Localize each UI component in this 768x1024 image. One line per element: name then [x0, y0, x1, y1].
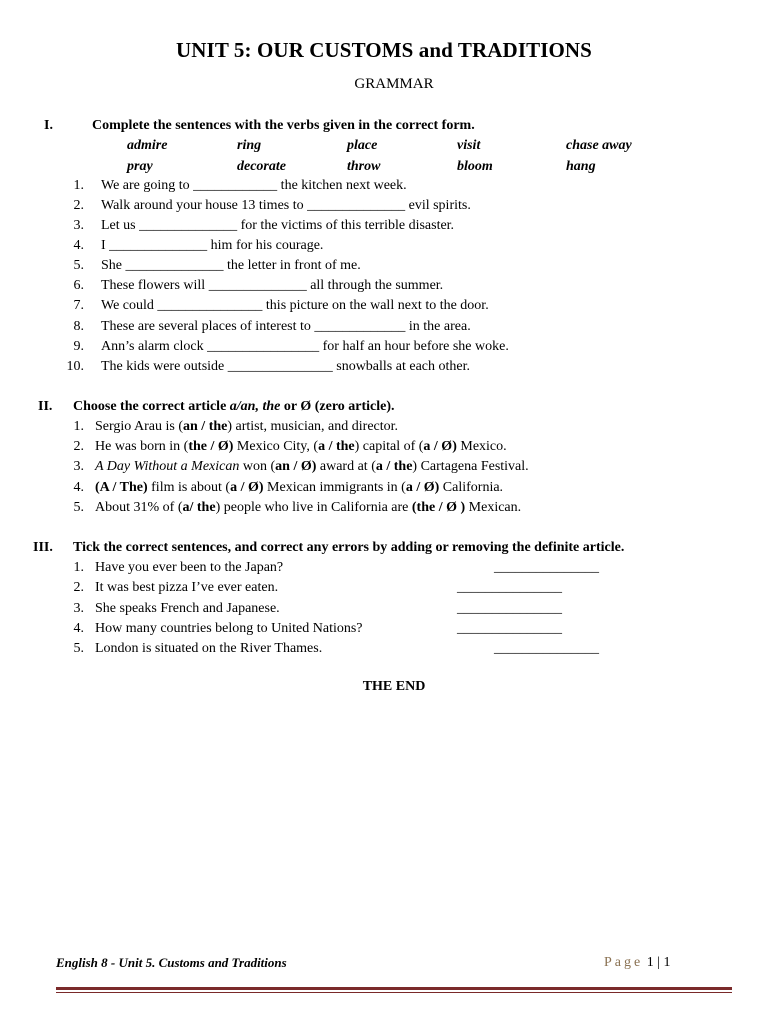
- list-item: He was born in (the / Ø) Mexico City, (a / the) capital of (a / Ø) Mexico.: [95, 439, 507, 454]
- list-item: Let us ______________ for the victims of this terrible disaster.: [101, 218, 455, 233]
- verb-ring: ring: [237, 138, 262, 153]
- item-number: 1.: [73, 560, 84, 575]
- list-item: She speaks French and Japanese.: [95, 601, 280, 616]
- item-number: 5.: [73, 258, 84, 273]
- item-number: 2.: [73, 439, 84, 454]
- list-item: She ______________ the letter in front of me.: [101, 258, 361, 273]
- answer-line: _______________: [457, 601, 562, 616]
- answer-line: _______________: [457, 621, 562, 636]
- footer-course-title: English 8 - Unit 5. Customs and Traditions: [56, 955, 287, 970]
- list-item: These flowers will ______________ all through the summer.: [101, 278, 444, 293]
- page-count: 1 | 1: [646, 955, 671, 970]
- list-item: Ann’s alarm clock ________________ for half an hour before she woke.: [101, 339, 509, 354]
- item-number: 5.: [73, 500, 84, 515]
- list-item: A Day Without a Mexican won (an / Ø) award at (a / the) Cartagena Festival.: [95, 459, 529, 474]
- list-item: About 31% of (a/ the) people who live in California are (the / Ø ) Mexican.: [95, 500, 522, 515]
- footer-page-number: [604, 955, 671, 971]
- page-title: UNIT 5: OUR CUSTOMS and TRADITIONS: [176, 38, 592, 62]
- list-item: These are several places of interest to _____________ in the area.: [101, 319, 471, 334]
- item-number: 1.: [73, 178, 84, 193]
- list-item: We could _______________ this picture on the wall next to the door.: [101, 298, 489, 313]
- item-number: 4.: [73, 238, 84, 253]
- end-marker: THE END: [362, 679, 426, 694]
- list-item: Walk around your house 13 times to ______________ evil spirits.: [101, 198, 471, 213]
- list-item: London is situated on the River Thames.: [95, 641, 323, 656]
- list-item: The kids were outside _______________ snowballs at each other.: [101, 359, 470, 374]
- item-number: 6.: [73, 278, 84, 293]
- item-number: 9.: [73, 339, 84, 354]
- item-number: 4.: [73, 621, 84, 636]
- section-1-instruction: Complete the sentences with the verbs given in the correct form.: [92, 118, 475, 133]
- verb-bloom: bloom: [457, 159, 493, 174]
- verb-throw: throw: [347, 159, 381, 174]
- page-subtitle: GRAMMAR: [354, 76, 434, 92]
- footer-rule-thick: [56, 987, 732, 990]
- verb-pray: pray: [127, 159, 153, 174]
- footer-rule-thin: [56, 992, 732, 993]
- list-item: Sergio Arau is (an / the) artist, musician, and director.: [95, 419, 399, 434]
- item-number: 10.: [66, 359, 84, 374]
- item-number: 3.: [73, 218, 84, 233]
- list-item: We are going to ____________ the kitchen next week.: [101, 178, 407, 193]
- item-number: 5.: [73, 641, 84, 656]
- list-item: It was best pizza I’ve ever eaten.: [95, 580, 279, 595]
- item-number: 3.: [73, 459, 84, 474]
- item-number: 1.: [73, 419, 84, 434]
- verb-chase-away: chase away: [566, 138, 632, 153]
- item-number: 2.: [73, 580, 84, 595]
- answer-line: _______________: [494, 641, 599, 656]
- item-number: 3.: [73, 601, 84, 616]
- item-number: 4.: [73, 480, 84, 495]
- list-item: (A / The) film is about (a / Ø) Mexican immigrants in (a / Ø) California.: [95, 480, 504, 495]
- verb-place: place: [347, 138, 378, 153]
- section-3-number: III.: [33, 540, 53, 555]
- list-item: Have you ever been to the Japan?: [95, 560, 284, 575]
- list-item: I ______________ him for his courage.: [101, 238, 324, 253]
- section-2-number: II.: [38, 399, 53, 414]
- verb-visit: visit: [457, 138, 481, 153]
- answer-line: _______________: [457, 580, 562, 595]
- page-label: Page: [604, 955, 644, 970]
- section-3-instruction: Tick the correct sentences, and correct any errors by adding or removing the definite article.: [73, 540, 625, 555]
- section-1-number: I.: [44, 118, 53, 133]
- answer-line: _______________: [494, 560, 599, 575]
- verb-hang: hang: [566, 159, 596, 174]
- list-item: How many countries belong to United Nations?: [95, 621, 363, 636]
- section-2-instruction: Choose the correct article a/an, the or Ø (zero article).: [73, 399, 395, 414]
- item-number: 7.: [73, 298, 84, 313]
- item-number: 2.: [73, 198, 84, 213]
- item-number: 8.: [73, 319, 84, 334]
- verb-decorate: decorate: [237, 159, 286, 174]
- verb-admire: admire: [127, 138, 168, 153]
